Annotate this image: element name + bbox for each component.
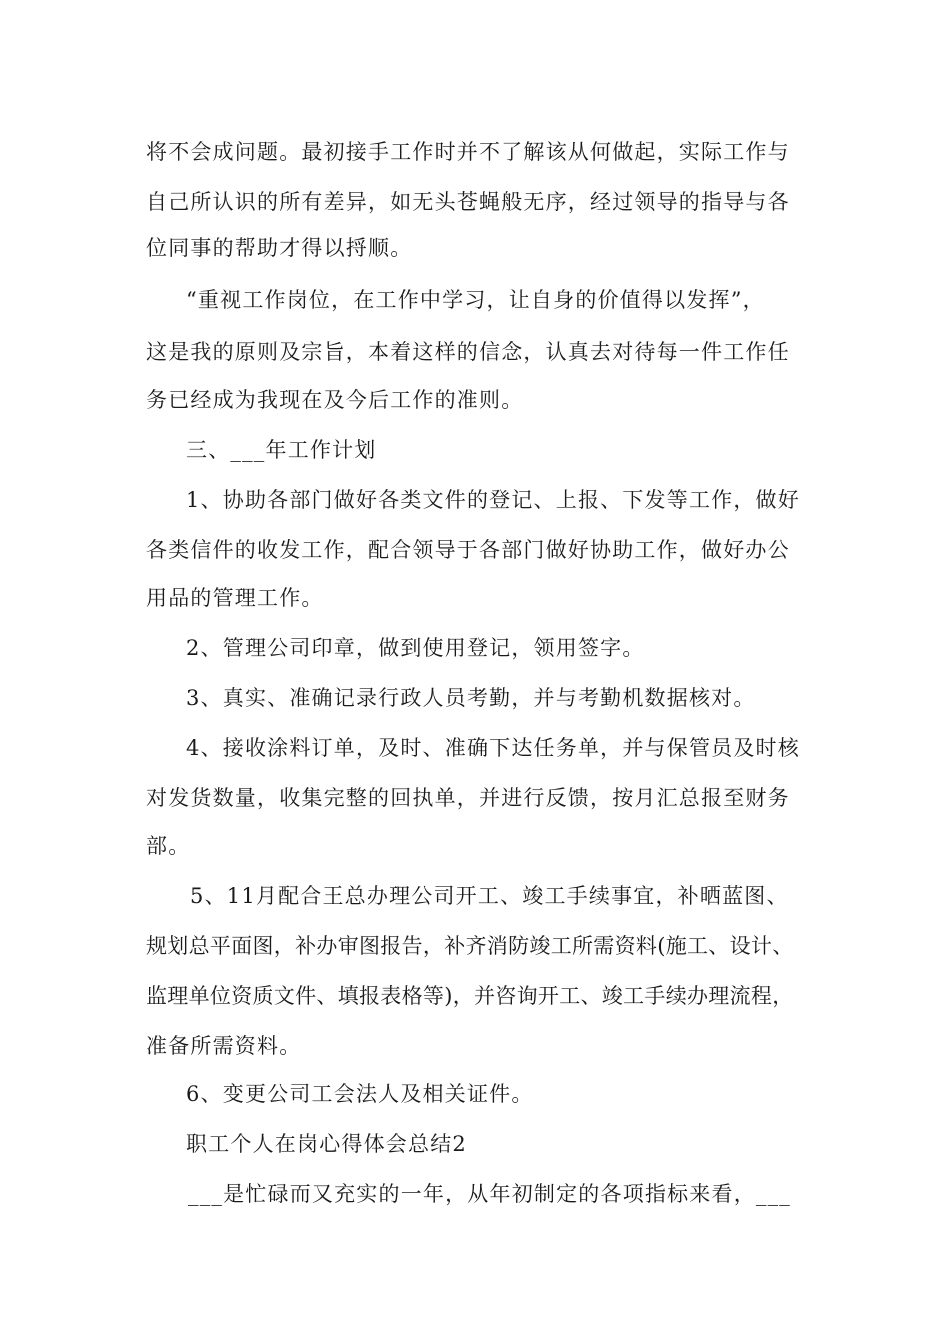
text-line: 对发货数量，收集完整的回执单，并进行反馈，按月汇总报至财务 <box>146 786 790 810</box>
text-line: “重视工作岗位，在工作中学习，让自身的价值得以发挥”， <box>186 288 765 312</box>
section-heading: 三、___年工作计划 <box>186 438 377 462</box>
text-line: 准备所需资料。 <box>146 1034 302 1058</box>
text-line: 这是我的原则及宗旨，本着这样的信念，认真去对待每一件工作任 <box>146 340 790 364</box>
text-line: 规划总平面图，补办审图报告，补齐消防竣工所需资料(施工、设计、 <box>146 934 794 958</box>
text-line: 将不会成问题。最初接手工作时并不了解该从何做起，实际工作与 <box>146 140 790 164</box>
text-line: 1、协助各部门做好各类文件的登记、上报、下发等工作，做好 <box>186 488 800 512</box>
text-line: ___是忙碌而又充实的一年，从年初制定的各项指标来看，___ <box>188 1182 791 1206</box>
text-line: 2、管理公司印章，做到使用登记，领用签字。 <box>186 636 645 660</box>
text-line: 部。 <box>146 834 191 858</box>
section-heading: 职工个人在岗心得体会总结2 <box>186 1132 467 1156</box>
text-line: 各类信件的收发工作，配合领导于各部门做好协助工作，做好办公 <box>146 538 790 562</box>
text-line: 5、11月配合王总办理公司开工、竣工手续事宜，补晒蓝图、 <box>190 884 789 908</box>
text-line: 监理单位资质文件、填报表格等)，并咨询开工、竣工手续办理流程， <box>146 984 794 1008</box>
text-line: 自己所认识的所有差异，如无头苍蝇般无序，经过领导的指导与各 <box>146 190 790 214</box>
text-line: 位同事的帮助才得以捋顺。 <box>146 236 413 260</box>
text-line: 用品的管理工作。 <box>146 586 324 610</box>
text-line: 4、接收涂料订单，及时、准确下达任务单，并与保管员及时核 <box>186 736 800 760</box>
text-line: 6、变更公司工会法人及相关证件。 <box>186 1082 534 1106</box>
text-line: 3、真实、准确记录行政人员考勤，并与考勤机数据核对。 <box>186 686 756 710</box>
text-line: 务已经成为我现在及今后工作的准则。 <box>146 388 524 412</box>
